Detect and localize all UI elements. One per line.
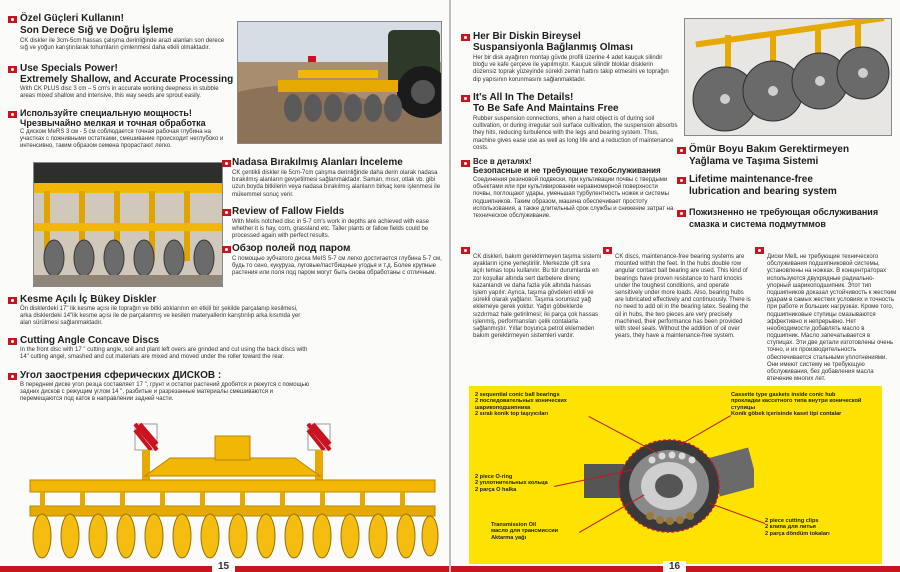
tractor-field-photo xyxy=(237,21,442,144)
s1-en-title: Use Specials Power! xyxy=(20,63,118,74)
s2-ru-title: Обзор полей под паром xyxy=(232,243,351,254)
flag-icon xyxy=(677,177,686,184)
r-s1-en-body: Rubber suspension connections, when a hard object is of during soil cultivation, or during irregular soil surface cultivation, the suspension absorbs they hits, reducing turbulence with the legs and bearing system. Thus, machine gives ease use as well as long life and a reduction of maintenance costs. xyxy=(473,116,678,151)
brochure-page-right xyxy=(451,0,900,572)
s1-ru-body: С диском MeRS 3 см - 5 см соблюдается точная рабочая глубина на участках с пожнивными остатками, смешивание происходит неглубоко и интенсивно, таким образом семена прорастают легко. xyxy=(20,129,224,150)
s2-ru-body: С помощью зубчатого диска MeIS 5-7 см легко достигается глубина 5-7 см, будь то сено, кукуруза, луговые/пастбищные угодья и т.д. Более крупные растения или поля под паром могут быть снова обработаны с отличным. xyxy=(232,256,442,277)
r-s2-en-title2: lubrication and bearing system xyxy=(689,186,837,197)
discs-image xyxy=(685,19,892,136)
flag-icon xyxy=(677,147,686,154)
s2-tr-title: Nadasa Bırakılmış Alanları İnceleme xyxy=(232,157,403,168)
s3-ru-title: Угол заострения сферических ДИСКОВ : xyxy=(20,370,222,381)
flag-icon xyxy=(222,160,231,167)
brochure-page-left xyxy=(0,0,449,572)
callout-o-ring: 2 piece O-ring 2 уплотнительных кольца 2 parça O halka xyxy=(475,474,548,493)
s3-en-body: In the front disc with 17 " cutting angle, soil and plant left overs are grinded and cut using the back discs with 14" cutting angel, smashed and cut materials are mixed and moved under the roller toward the rear. xyxy=(20,347,308,361)
r-s1-ru-title: Все в деталях! xyxy=(473,157,532,166)
flag-icon xyxy=(461,34,470,41)
flag-icon xyxy=(677,210,686,217)
s2-en-title: Review of Fallow Fields xyxy=(232,206,345,217)
flag-icon xyxy=(461,95,470,102)
r-s1-tr-body: Her bir disk ayağının montajı güvde profili üzerine 4 adet kauçuk silindir bloğu ve kafe çerçeve ile yapılmıştır. Kauçuk silindir bloklar disklerin düzensiz toprak yüzeyinde sürekli zemin hattını takip etmesini ve toprağın dip yapısının korunmasını sağlanmaktadır. xyxy=(473,55,669,83)
r-s1-ru-body: Соединения резиновой подвески, при культивации почвы с твердыми объектами или при культивировании неравномерной поверхности почвы, поглощают удары, уменьшая турбулентность ножек и системы подшипников. Таким образом, машина обеспечивает простоту использования, а также длительный срок службы и снижение затрат на техническое обслуживание. xyxy=(473,177,674,219)
page-number: 16 xyxy=(663,561,686,572)
flag-icon xyxy=(8,338,17,345)
suspension-discs-photo xyxy=(684,18,892,136)
flag-icon xyxy=(8,373,17,380)
flag-icon xyxy=(755,247,764,254)
s1-tr-title: Özel Güçleri Kullanın! xyxy=(20,13,124,24)
r-s1-en-subtitle: To Be Safe And Maintains Free xyxy=(473,103,619,114)
s1-en-subtitle: Extremely Shallow, and Accurate Processing xyxy=(20,74,234,85)
bearing-hub-cutaway xyxy=(584,424,754,544)
r-s2-ru-title: Пожизненно не требующая обслуживания xyxy=(689,207,879,217)
r-s1-en-title: It's All In The Details! xyxy=(473,92,574,103)
flag-icon xyxy=(8,66,17,73)
s1-en-body: With CK PLUS disc 3 cm – 5 cm's in accurate working deepness in stubble areas mixed shallow and intensive, this way seeds are sprout easily. xyxy=(20,86,219,100)
r-s1-ru-subtitle: Безопасные и не требующие техобслуживания xyxy=(473,166,661,175)
callout-cassette-gaskets: Cassette type gaskets inside conic hub прокладки кассетного типа внутри конической ступицы Konik göbek içerisinde kaset tipi contalar xyxy=(731,392,862,418)
r-s2-tr-title: Ömür Boyu Bakım Gerektirmeyen xyxy=(689,144,850,155)
flag-icon xyxy=(8,297,17,304)
s1-tr-body: CK diskler ile 3cm-5cm hassas çalışma derinliğinde arazi alanları son derece sığ ve yoğun karıştırılarak tohumların çimlenmesi daha etkili olmaktadır. xyxy=(20,38,225,52)
disc-rows-photo xyxy=(33,162,223,287)
r-s2-tr-title2: Yağlama ve Taşıma Sistemi xyxy=(689,156,819,167)
r-s2-en-title: Lifetime maintenance-free xyxy=(689,174,813,185)
col-ru-body: Диски MeIL не требующие технического обслуживания подшипниковой системы, установлены на ножках. В концентраторах используются двухрядные радиально-упорный шарикоподшипник. Этот тип подшипников доказал устойчивость к жестким ударам в самых жестких условиях и точность при работе и больших нагрузках. Кроме того, подшипниковые ступицы смазываются эффективно и непрерывно. Нет необходимости добавлять масло в подшипник. Масло запечатывается в ступицах. Эти две детали изготовлены очень точно, и их производительность обеспечивается стальными уплотнениями. Они имеют систему не требующую обслуживания, без добавления масла втечение многих лет. xyxy=(767,254,897,383)
s2-tr-body: CK çentikli diskler ile 5cm-7cm çalışma derinliğinde daha derin olarak nadasa bırakılmış alanların gevşetilmesi sağlanmaktadır. Saman, mısır, otlak vb. gibi uzun boyda bitkilerin veya nadasa bırakılmış alanların birkaç kere işlenmesi ile mükemmel sonuç verir. xyxy=(232,170,441,198)
tractor-field-image xyxy=(238,22,442,144)
callout-cutting-clips: 2 piece cutting clips 2 клипа для литья 2 parça döndüm tokaları xyxy=(765,518,830,537)
s1-ru-title: Используйте специальную мощность! xyxy=(20,108,192,118)
flag-icon xyxy=(8,16,17,23)
s1-ru-subtitle: Чрезвычайно мелкая и точная обработка xyxy=(20,118,206,128)
r-s2-ru-title2: смазка и система подмутммов xyxy=(689,219,826,229)
r-s1-tr-title: Her Bir Diskin Bireysel xyxy=(473,31,581,42)
flag-icon xyxy=(603,247,612,254)
callout-transmission-oil: Transmission Oil масло для трансмиссии Aktarma yağı xyxy=(491,522,559,541)
s3-tr-title: Kesme Açılı İç Bükey Diskler xyxy=(20,294,157,305)
flag-icon xyxy=(461,160,470,167)
disc-harrow-illustration xyxy=(20,418,445,568)
s3-en-title: Cutting Angle Concave Discs xyxy=(20,335,160,346)
page-number: 15 xyxy=(212,561,235,572)
disc-rows-image xyxy=(34,163,223,287)
r-s1-tr-title2: Suspansiyonla Bağlanmış Olması xyxy=(473,42,634,53)
hub-diagram-panel xyxy=(469,386,882,564)
flag-icon xyxy=(461,247,470,254)
flag-icon xyxy=(222,246,231,253)
s3-ru-body: В переднем диске угол резца составляет 17 ", грунт и остатки растений дробятся и режутся с помощью задних дисков с режущим углом 14 ", разбитые и разрезанные материалы смешиваются и перемещаются под каток в направлении задней части. xyxy=(20,382,310,403)
callout-conic-bearings: 2 sequential conic ball bearings 2 последовательных конических шарикоподшипника 2 sıralı konik top taşıyıcıları xyxy=(475,392,567,418)
col-en-body: CK discs, maintenance-free bearing systems are mounted within the feet. In the hubs double row angular contact ball bearing are used. This kind of bearings have proven resistance to hard knocks under the toughest conditions, and operate sensitively under more loads. Also, bearing hubs are lubricated effectively and continuously. There is no need to add oil in the bearing latex. Sealing the oil in hubs, the two pieces are very precisely machined, their performance has been provided with steel seals. Without the addition of oil over years, they have a maintenance-free system. xyxy=(615,254,751,340)
flag-icon xyxy=(222,209,231,216)
s1-tr-subtitle: Son Derece Sığ ve Doğru İşleme xyxy=(20,25,174,36)
flag-icon xyxy=(8,111,17,118)
col-tr-body: CK diskleri, bakım gerektirmeyen taşıma sistemi ayakların içine yerleştirilir. Merkezde çift sıra açılı temas topu kullanılır. Bu tür durumlarda en zor koşullar altında sert darbelere direnç kazanlarıdı ve daha fazla yük altında hassas işlem yapılır. Ayrıca, taşıma gövdeleri etkili ve sürekli olarak yağlanır. Taşıma sorunsuz yağ eklemeye gerek yoktur. Yağın göbeklerde sızdırmaz hale getirilmesi; iki parça çok hassas işlenmiş, performansları çelik contalarla sağlanmıştır. Yıllar boyunca petrol eklemeden bakım gerektirmeyen sistemleri vardır. xyxy=(473,254,602,340)
s2-en-body: With Melis notched disc in 5-7 cm's work in depths are achieved with ease whether it is hay, corn, grassland etc. Taller plants or fallow fields could be processed again with perfect results. xyxy=(232,219,429,240)
s3-tr-body: Ön disklerdeki 17" lik kesme açısı ile toprağın ve bitki atıklarının en etkili bir şekilde parçalanıp kesilmesi, arka disklerdeki 14"lik kesme açısı ile de parçalanmış ve kesilen materyallerin karıştırılıp arka kısımda yer alan sürülmesi sağlanmaktadır. xyxy=(20,306,301,327)
